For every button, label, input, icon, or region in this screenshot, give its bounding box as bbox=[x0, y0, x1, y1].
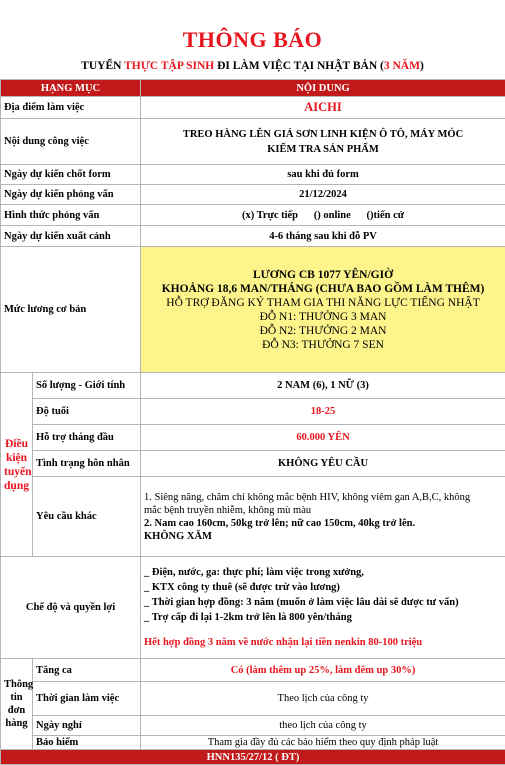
support-value: 60.000 YÊN bbox=[141, 425, 505, 451]
marital-label: Tình trạng hôn nhân bbox=[33, 451, 141, 477]
hours-value: Theo lịch của công ty bbox=[141, 682, 505, 716]
age-value: 18-25 bbox=[141, 399, 505, 425]
table-row bbox=[1, 226, 505, 247]
interview-date-label: Ngày dự kiến phỏng vấn bbox=[1, 185, 141, 205]
hours-label: Thời gian làm việc bbox=[33, 682, 141, 716]
deadline-value: sau khi đủ form bbox=[141, 165, 505, 185]
header-content: NỘI DUNG bbox=[141, 80, 505, 97]
days-off-value: theo lịch của công ty bbox=[141, 716, 505, 736]
table-row bbox=[1, 425, 505, 451]
benefit-line-3: _ Thời gian hợp đồng: 3 năm (muốn ở làm việc lâu dài sẽ được tư vấn) bbox=[144, 595, 502, 610]
job-info-table bbox=[0, 79, 505, 765]
insurance-value: Tham gia đầy đủ các bảo hiểm theo quy định pháp luật bbox=[141, 736, 505, 750]
table-row bbox=[1, 659, 505, 682]
table-row bbox=[1, 736, 505, 750]
benefit-line-2: _ KTX công ty thuê (sẽ được trừ vào lương) bbox=[144, 580, 502, 595]
interview-type-value: (x) Trực tiếp () online ()tiến cử bbox=[141, 205, 505, 226]
table-row bbox=[1, 165, 505, 185]
order-info-group-label: Thông tin đơn hàng bbox=[1, 659, 33, 750]
benefits-value bbox=[141, 557, 505, 659]
table-row bbox=[1, 185, 505, 205]
quantity-label: Số lượng - Giới tính bbox=[33, 373, 141, 399]
other-line-4: KHÔNG XĂM bbox=[144, 530, 502, 543]
benefit-line-4: _ Trợ cấp đi lại 1-2km trở lên là 800 yên/tháng bbox=[144, 610, 502, 625]
quantity-value: 2 NAM (6), 1 NỮ (3) bbox=[141, 373, 505, 399]
table-row bbox=[1, 477, 505, 557]
benefits-label: Chế độ và quyền lợi bbox=[1, 557, 141, 659]
table-row bbox=[1, 247, 505, 373]
other-requirements-value bbox=[141, 477, 505, 557]
salary-line-6: ĐỖ N3: THƯỞNG 7 SEN bbox=[144, 338, 502, 352]
insurance-label: Bảo hiểm bbox=[33, 736, 141, 750]
departure-value: 4-6 tháng sau khi đỗ PV bbox=[141, 226, 505, 247]
other-requirements-label: Yêu cầu khác bbox=[33, 477, 141, 557]
page-title: THÔNG BÁO bbox=[0, 27, 505, 53]
other-line-2: mắc bệnh truyền nhiễm, không mù màu bbox=[144, 504, 502, 517]
table-row bbox=[1, 451, 505, 477]
other-line-1: 1. Siêng năng, chăm chỉ không mắc bệnh HIV, không viêm gan A,B,C, không bbox=[144, 491, 502, 504]
age-label: Độ tuổi bbox=[33, 399, 141, 425]
subtitle-highlight-intern: THỰC TẬP SINH bbox=[124, 60, 214, 72]
job-line-2: KIỂM TRA SẢN PHẨM bbox=[144, 142, 502, 157]
deadline-label: Ngày dự kiến chốt form bbox=[1, 165, 141, 185]
table-row bbox=[1, 205, 505, 226]
location-label: Địa điểm làm việc bbox=[1, 97, 141, 119]
subtitle-part1: TUYỂN bbox=[81, 60, 124, 72]
interview-type-label: Hình thức phỏng vấn bbox=[1, 205, 141, 226]
salary-line-2: KHOẢNG 18,6 MAN/THÁNG (CHƯA BAO GỒM LÀM THÊM) bbox=[144, 282, 502, 296]
job-value bbox=[141, 119, 505, 165]
salary-line-5: ĐỖ N2: THƯỞNG 2 MAN bbox=[144, 324, 502, 338]
salary-value bbox=[141, 247, 505, 373]
salary-line-4: ĐỖ N1: THƯỞNG 3 MAN bbox=[144, 310, 502, 324]
subtitle-part3: ) bbox=[420, 60, 424, 72]
job-line-1: TREO HÀNG LÊN GIÁ SƠN LINH KIỆN Ô TÔ, MÁY MÓC bbox=[144, 127, 502, 142]
table-row bbox=[1, 399, 505, 425]
salary-line-3: HỖ TRỢ ĐĂNG KÝ THAM GIA THI NĂNG LỰC TIẾNG NHẬT bbox=[144, 296, 502, 310]
page-subtitle bbox=[0, 60, 505, 72]
subtitle-part2: ĐI LÀM VIỆC TẠI NHẬT BẢN ( bbox=[214, 60, 384, 72]
raise-value: Có (làm thêm up 25%, làm đêm up 30%) bbox=[141, 659, 505, 682]
table-row bbox=[1, 119, 505, 165]
table-row bbox=[1, 97, 505, 119]
table-header-row bbox=[1, 80, 505, 97]
table-row bbox=[1, 557, 505, 659]
table-footer-row bbox=[1, 750, 505, 765]
days-off-label: Ngày nghỉ bbox=[33, 716, 141, 736]
conditions-group-label: Điều kiện tuyển dụng bbox=[1, 373, 33, 557]
salary-label: Mức lương cơ bản bbox=[1, 247, 141, 373]
footer-code: HNN135/27/12 ( ĐT) bbox=[1, 750, 505, 765]
raise-label: Tăng ca bbox=[33, 659, 141, 682]
subtitle-highlight-duration: 3 NĂM bbox=[384, 60, 420, 72]
header-category: HẠNG MỤC bbox=[1, 80, 141, 97]
table-row bbox=[1, 682, 505, 716]
salary-line-1: LƯƠNG CB 1077 YÊN/GIỜ bbox=[144, 268, 502, 282]
other-line-3: 2. Nam cao 160cm, 50kg trở lên; nữ cao 150cm, 40kg trở lên. bbox=[144, 517, 502, 530]
job-label: Nội dung công việc bbox=[1, 119, 141, 165]
table-row bbox=[1, 716, 505, 736]
interview-date-value: 21/12/2024 bbox=[141, 185, 505, 205]
benefit-line-1: _ Điện, nước, ga: thực phí; làm việc trong xưởng, bbox=[144, 565, 502, 580]
marital-value: KHÔNG YÊU CẦU bbox=[141, 451, 505, 477]
location-value: AICHI bbox=[141, 97, 505, 119]
table-row bbox=[1, 373, 505, 399]
support-label: Hỗ trợ tháng đầu bbox=[33, 425, 141, 451]
benefit-line-5: Hết hợp đồng 3 năm về nước nhận lại tiền nenkin 80-100 triệu bbox=[144, 635, 502, 650]
departure-label: Ngày dự kiến xuất cảnh bbox=[1, 226, 141, 247]
